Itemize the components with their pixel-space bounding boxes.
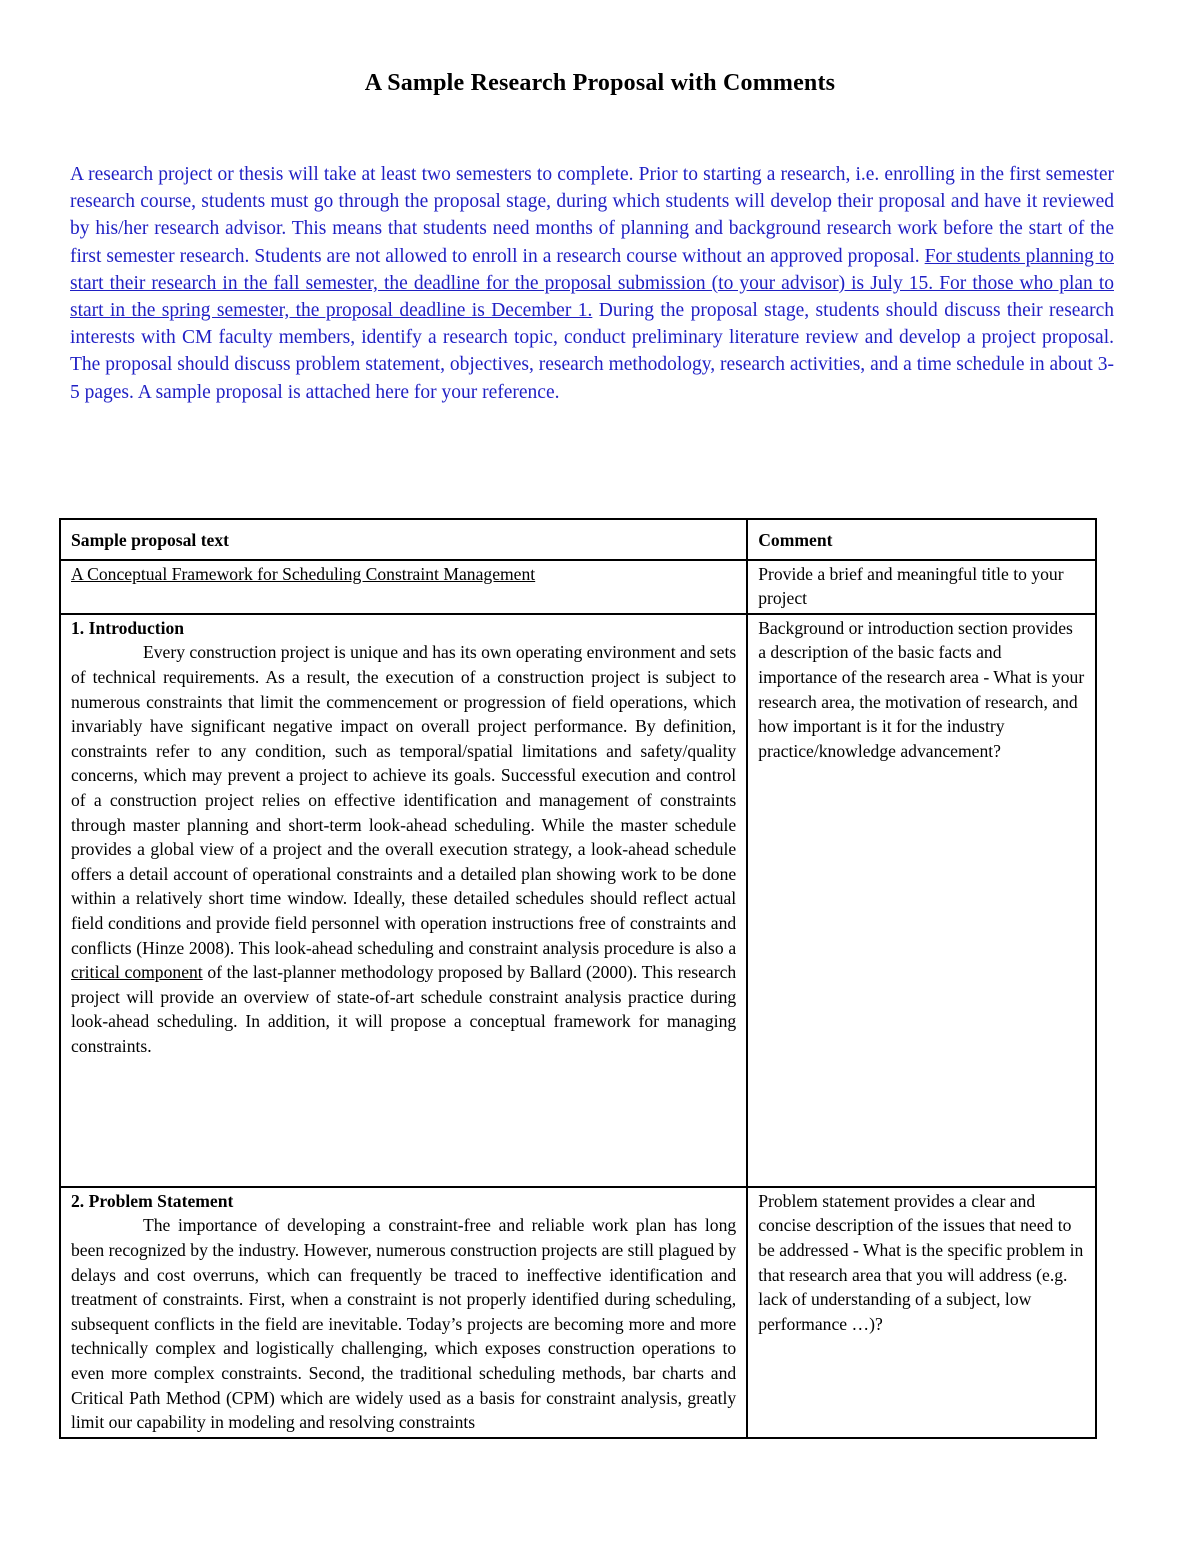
intro-text-1: A research project or thesis will take at least two semesters to complete. Prior to starting a research, i.e. enrolling in the first semester research course, students must go through the proposal stage, during which students will develop their proposal and have it reviewed by his/her research advisor. This means that students need months of planning and background research work before the start of the first semester research. Students are not allowed to enroll in a research course without an approved proposal. [70,164,1114,267]
table-row-title [60,560,1096,614]
proposal-table [59,518,1097,1439]
problem-statement-body: The importance of developing a constraint-free and reliable work plan has long been recognized by the industry. However, numerous construction projects are still plagued by delays and cost overruns, which can frequently be traced to ineffective identification and treatment of constraints. First, when a constraint is not properly identified during scheduling, subsequent conflicts in the field are inevitable. Today’s projects are becoming more and more technically complex and logistically challenging, which exposes construction operations to even more complex constraints. Second, the traditional scheduling methods, bar charts and Critical Path Method (CPM) which are widely used as a basis for constraint analysis, greatly limit our capability in modeling and resolving constraints [71,1215,737,1433]
intro-text-2: During the proposal stage, students should discuss their research interests with CM faculty members, identify a research topic, conduct preliminary literature review and develop a project proposal. The proposal should discuss problem statement, objectives, research methodology, research activities, and a time schedule in about 3-5 pages. A sample proposal is attached here for your reference. [70,300,1115,403]
document-title: A Sample Research Proposal with Comments [364,70,836,96]
introduction-underlined-term: critical component [71,962,203,983]
introduction-body-text-2: of the last-planner methodology proposed by Ballard (2000). This research project will provide an overview of state-of-art schedule constraint analysis practice during look-ahead scheduling. In addition, it will propose a conceptual framework for managing constraints. [71,962,737,1056]
intro-paragraph [70,161,1114,406]
problem-statement-comment-cell: Problem statement provides a clear and concise description of the issues that need to be addressed - What is the specific problem in that research area that you will address (e.g. lack of understanding of a subject, low performance …)? [747,1187,1096,1438]
problem-statement-heading: 2. Problem Statement [71,1190,234,1211]
title-comment-cell: Provide a brief and meaningful title to your project [747,560,1096,614]
introduction-comment-cell: Background or introduction section provides a description of the basic facts and importance of the research area - What is your research area, the motivation of research, and how important is it for the industry practice/knowledge advancement? [747,614,1096,1187]
intro-deadline-text: For students planning to start their research in the fall semester, the deadline for the proposal submission (to your advisor) is July 15. For those who plan to start in the spring semester, the proposal deadline is December 1. [70,245,1114,322]
proposal-title-cell [60,560,747,614]
introduction-cell [60,614,747,1187]
table-header-row [60,519,1096,560]
problem-statement-cell [60,1187,747,1438]
table-row-introduction [60,614,1096,1187]
proposal-title: A Conceptual Framework for Scheduling Constraint Management [71,563,536,584]
introduction-heading: 1. Introduction [71,617,185,638]
introduction-body-text-1: Every construction project is unique and has its own operating environment and sets of technical requirements. As a result, the execution of a construction project is subject to numerous constraints that limit the commencement or progression of field operations, which invariably have significant negative impact on overall project performance. By definition, constraints refer to any condition, such as temporal/spatial limitations and safety/quality concerns, which may prevent a project to achieve its goals. Successful execution and control of a construction project relies on effective identification and management of constraints through master planning and short-term look-ahead scheduling. While the master schedule provides a global view of a project and the overall execution strategy, a look-ahead schedule offers a detail account of operational constraints and a detailed plan showing work to be done within a relatively short time window. Ideally, these detailed schedules should reflect actual field conditions and provide field personnel with operation instructions free of constraints and conflicts (Hinze 2008). This look-ahead scheduling and constraint analysis procedure is also a [71,642,737,958]
header-comment: Comment [747,519,1096,560]
header-proposal-text: Sample proposal text [60,519,747,560]
table-row-problem-statement [60,1187,1096,1438]
introduction-body [71,640,736,1058]
